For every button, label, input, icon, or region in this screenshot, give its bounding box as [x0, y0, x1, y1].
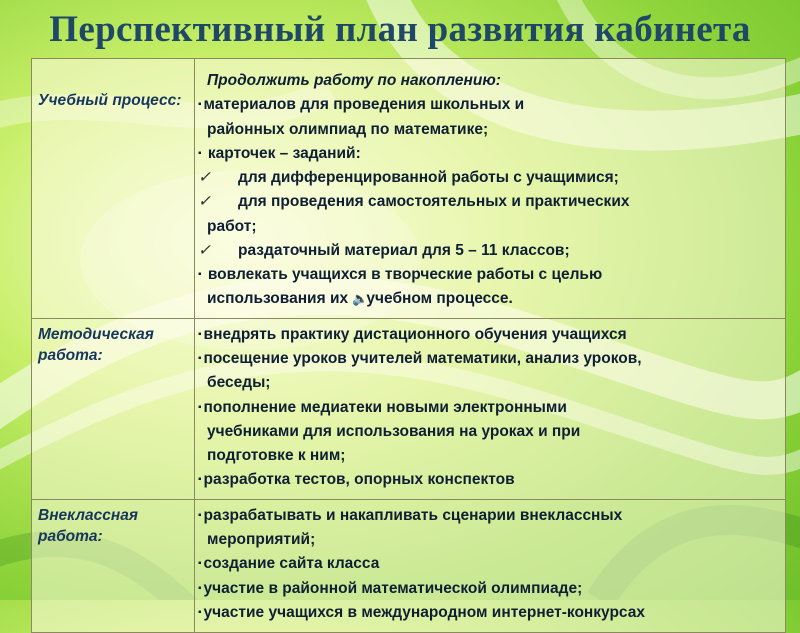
- list-item: ▪ разрабатывать и накапливать сценарии внеклассных: [198, 507, 623, 525]
- table-row: [32, 59, 786, 319]
- checkmark-icon: ✓: [198, 241, 211, 259]
- bullet-icon: ▪: [198, 401, 202, 413]
- list-item: ▪ материалов для проведения школьных и: [198, 96, 525, 114]
- list-item: использования их 🔈учебном процессе.: [198, 287, 781, 311]
- bullet-icon: ▪: [198, 509, 202, 521]
- list-item: работ;: [207, 217, 257, 235]
- list-item: ▪ создание сайта класса: [198, 555, 380, 573]
- list-item: подготовке к ним;: [207, 447, 346, 465]
- list-item: ✓ для проведения самостоятельных и практических: [198, 190, 781, 214]
- list-item: Продолжить работу по накоплению:: [207, 72, 501, 89]
- list-item: мероприятий;: [207, 531, 316, 549]
- list-item: ▪ участие в районной математической олимпиаде;: [198, 580, 583, 598]
- bullet-icon: ▪: [198, 353, 202, 365]
- checkmark-icon: ✓: [198, 193, 211, 211]
- page-title: Перспективный план развития кабинета: [49, 9, 751, 50]
- section-label: Учебный процесс:: [32, 59, 195, 319]
- list-item: ▪ внедрять практику дистационного обучения учащихся: [198, 325, 627, 343]
- list-item: ▪ вовлекать учащихся в творческие работы с целью: [198, 266, 603, 284]
- list-item: ▪ посещение уроков учителей математики, анализ уроков,: [198, 350, 642, 368]
- section-content: [195, 59, 786, 319]
- list-item: учебниками для использования на уроках и при: [207, 423, 581, 441]
- list-item: ✓ для дифференцированной работы с учащимися;: [198, 166, 781, 190]
- list-item: ▪ пополнение медиатеки новыми электронными: [198, 398, 567, 416]
- table-row: [32, 499, 786, 632]
- section-content: [195, 318, 786, 499]
- list-item: беседы;: [207, 374, 271, 392]
- bullet-icon: ▪: [198, 558, 202, 570]
- bullet-icon: ▪: [198, 328, 202, 340]
- checkmark-icon: ✓: [198, 169, 211, 187]
- list-item: ▪ разработка тестов, опорных конспектов: [198, 471, 515, 489]
- list-item: ✓ раздаточный материал для 5 – 11 классов;: [198, 239, 781, 263]
- bullet-icon: ▪: [198, 99, 202, 111]
- bullet-icon: ▪: [198, 474, 202, 486]
- bullet-icon: ▪: [198, 147, 202, 159]
- list-item: ▪ карточек – заданий:: [198, 145, 361, 163]
- development-plan-table: [31, 58, 786, 633]
- table-row: [32, 318, 786, 499]
- speaker-icon[interactable]: 🔈: [352, 291, 369, 307]
- bullet-icon: ▪: [198, 269, 202, 281]
- section-content: [195, 499, 786, 632]
- bullet-icon: ▪: [198, 607, 202, 619]
- bullet-icon: ▪: [198, 582, 202, 594]
- section-label: Внеклассная работа:: [32, 499, 195, 632]
- list-item: ▪ участие учащихся в международном интернет-конкурсах: [198, 604, 645, 622]
- section-label: Методическая работа:: [32, 318, 195, 499]
- list-item: районных олимпиад по математике;: [207, 120, 489, 138]
